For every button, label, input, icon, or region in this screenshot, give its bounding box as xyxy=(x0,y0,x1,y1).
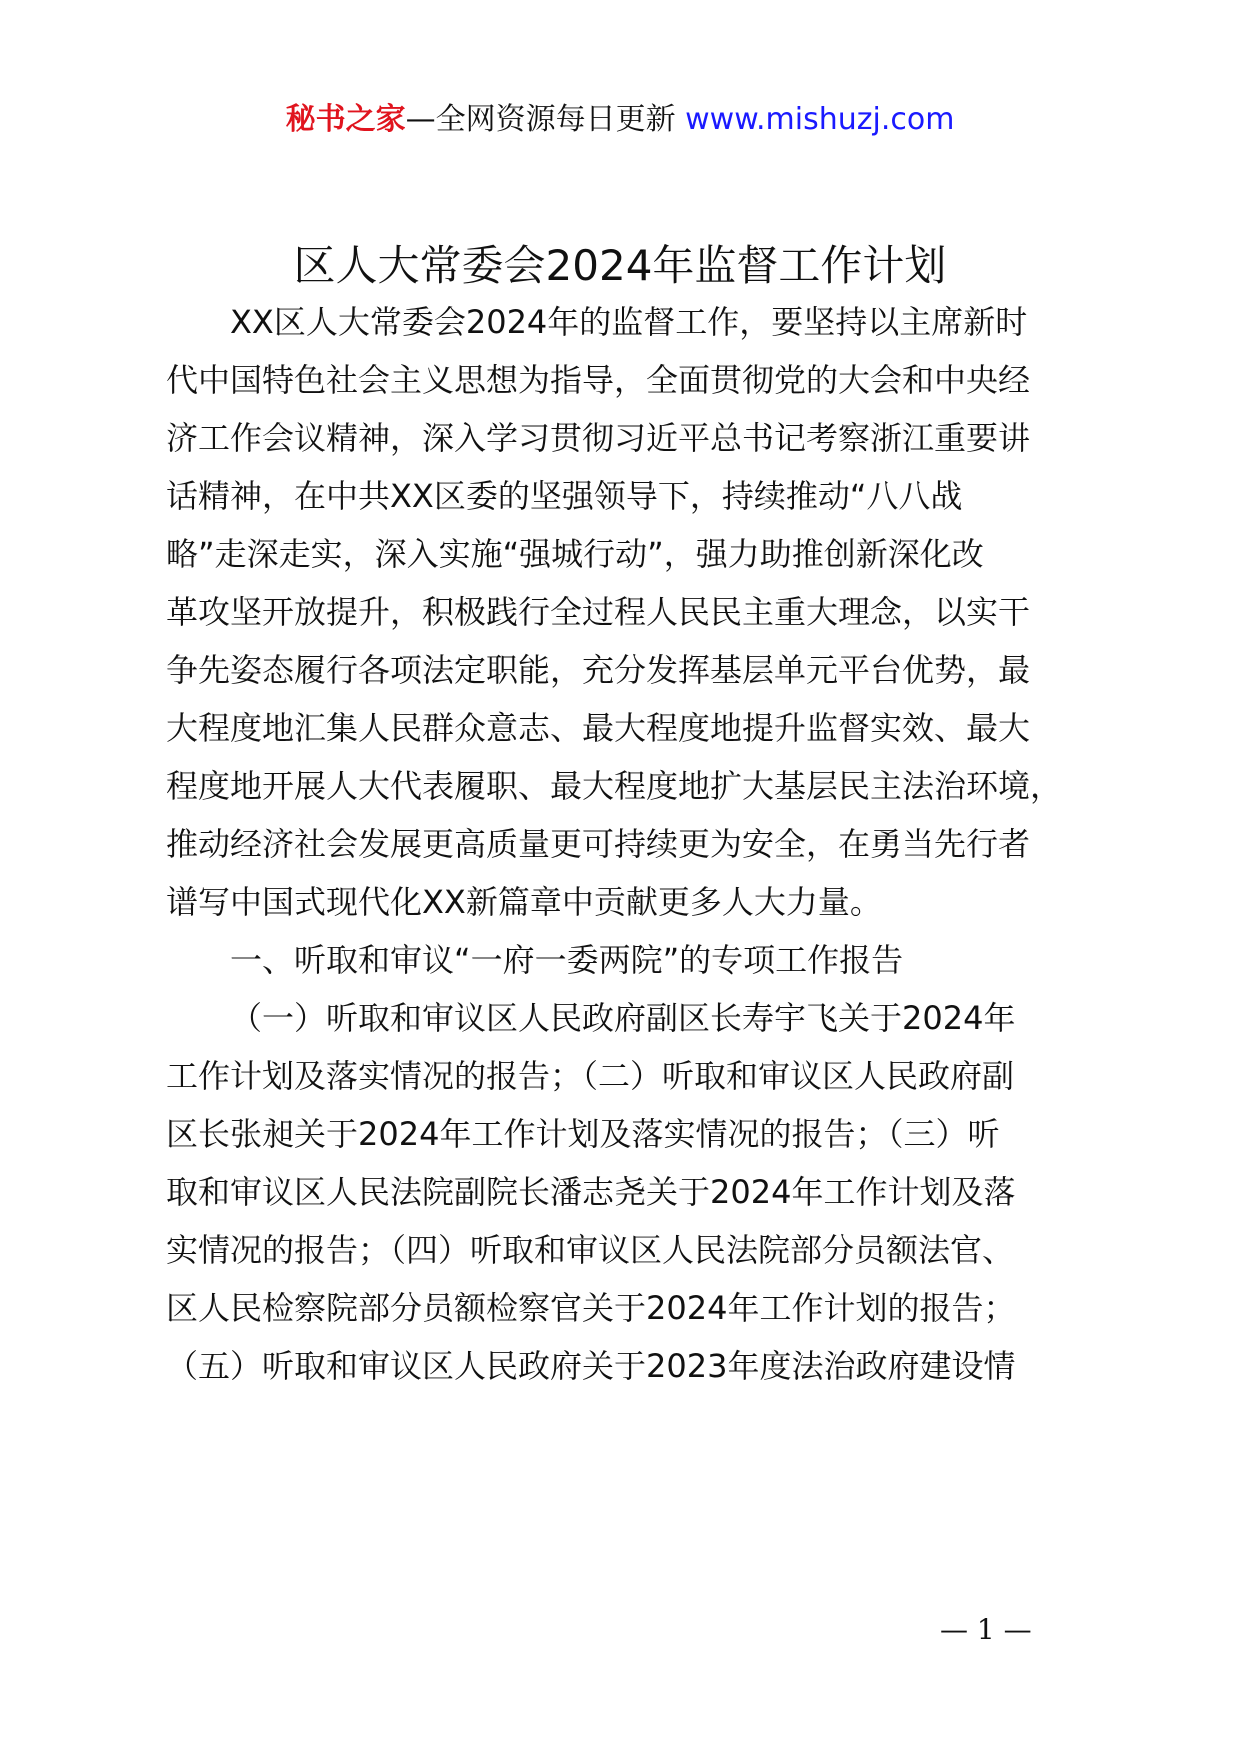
body-line-3: 济工作会议精神，深入学习贯彻习近平总书记考察浙江重要讲 xyxy=(166,419,1031,457)
body-line-9: 程度地开展人大代表履职、最大程度地扩大基层民主法治环境， xyxy=(166,767,1063,805)
site-banner xyxy=(0,100,1240,140)
body-line-15: 区长张昶关于2024年工作计划及落实情况的报告；（三）听 xyxy=(166,1115,1000,1153)
body-line-11: 谱写中国式现代化XX新篇章中贡献更多人大力量。 xyxy=(166,883,882,921)
body-line-6: 革攻坚开放提升，积极践行全过程人民民主重大理念，以实干 xyxy=(166,593,1031,631)
body-line-2: 代中国特色社会主义思想为指导，全面贯彻党的大会和中央经 xyxy=(166,361,1031,399)
body-line-18: 区人民检察院部分员额检察官关于2024年工作计划的报告； xyxy=(166,1289,1016,1327)
page-number: — 1 — xyxy=(940,1613,1032,1646)
body-line-14: 工作计划及落实情况的报告；（二）听取和审议区人民政府副 xyxy=(166,1057,1015,1095)
body-line-4: 话精神，在中共XX区委的坚强领导下，持续推动“八八战 xyxy=(166,477,963,515)
body-line-19: （五）听取和审议区人民政府关于2023年度法治政府建设情 xyxy=(166,1347,1016,1385)
document-title: 区人大常委会2024年监督工作计划 xyxy=(293,241,947,290)
body-line-7: 争先姿态履行各项法定职能，充分发挥基层单元平台优势，最 xyxy=(166,651,1031,689)
body-line-1: XX区人大常委会2024年的监督工作，要坚持以主席新时 xyxy=(230,303,1028,341)
body-line-17: 实情况的报告；（四）听取和审议区人民法院部分员额法官、 xyxy=(166,1231,1015,1269)
section-heading-1: 一、听取和审议“一府一委两院”的专项工作报告 xyxy=(230,941,904,979)
site-url-link[interactable]: www.mishuzj.com xyxy=(685,102,955,137)
body-line-13: （一）听取和审议区人民政府副区长寿宇飞关于2024年 xyxy=(230,999,1016,1037)
body-line-8: 大程度地汇集人民群众意志、最大程度地提升监督实效、最大 xyxy=(166,709,1031,747)
body-line-16: 取和审议区人民法院副院长潘志尧关于2024年工作计划及落 xyxy=(166,1173,1016,1211)
brand-name: 秘书之家 xyxy=(285,102,406,137)
body-line-5: 略”走深走实，深入实施“强城行动”，强力助推创新深化改 xyxy=(166,535,984,573)
body-line-10: 推动经济社会发展更高质量更可持续更为安全，在勇当先行者 xyxy=(166,825,1031,863)
banner-tagline: —全网资源每日更新 xyxy=(405,102,676,137)
